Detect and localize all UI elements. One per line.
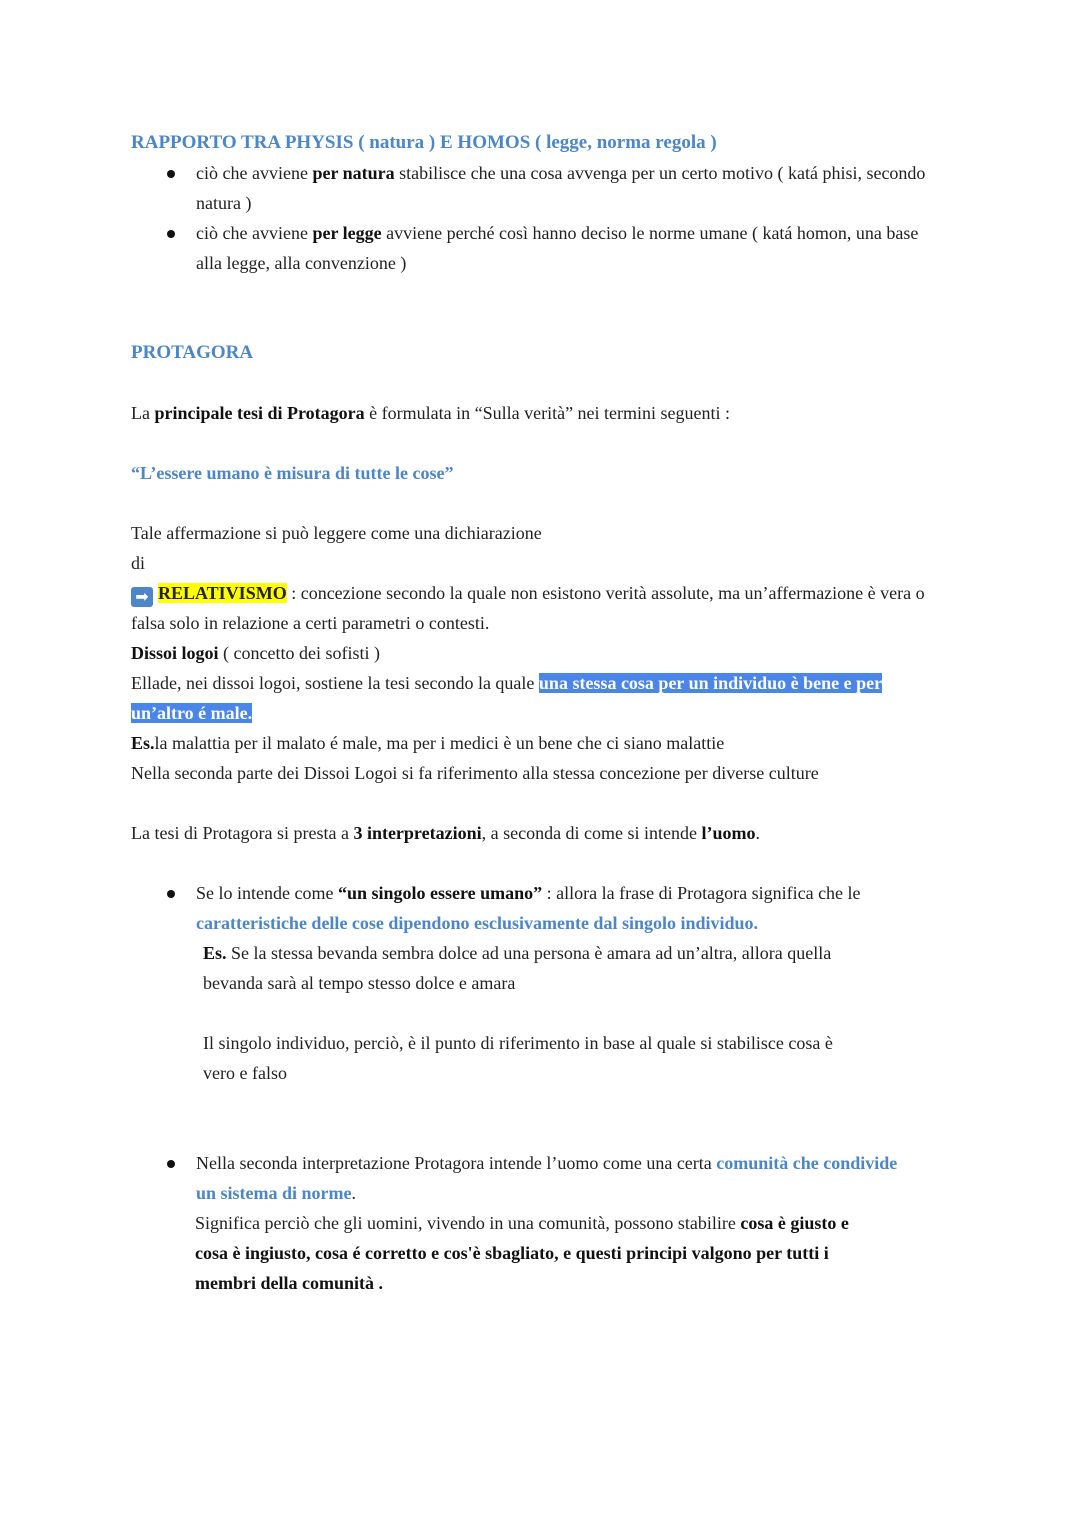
relativismo-definition: ➡ RELATIVISMO : concezione secondo la quale non esistono verità assolute, ma un’affermazione è vera o falsa solo in relazione a certi parametri o contesti. [131, 583, 925, 633]
list-item: ciò che avviene per legge avviene perché così hanno deciso le norme umane ( katá homon, una base alla legge, alla convenzione ) [131, 218, 961, 278]
ellade-line: Ellade, nei dissoi logoi, sostiene la tesi secondo la quale una stessa cosa per un individuo è bene e per un’altro é male. [131, 673, 883, 723]
document-page [131, 128, 961, 1298]
section-title-physis-homos: RAPPORTO TRA PHYSIS ( natura ) E HOMOS ( legge, norma regola ) [131, 132, 717, 153]
declaration-line: Tale affermazione si può leggere come una dichiarazione [131, 523, 542, 543]
section-title-protagora: PROTAGORA [131, 342, 254, 363]
interpretazioni-list [131, 878, 961, 938]
relativismo-term: RELATIVISMO [158, 583, 287, 603]
declaration-line-2: di [131, 553, 146, 573]
bullet-icon [167, 890, 175, 898]
seconda-parte-line: Nella seconda parte dei Dissoi Logoi si fa riferimento alla stessa concezione per diverse culture [131, 763, 819, 783]
arrow-right-icon: ➡ [131, 587, 153, 607]
bullet-icon [167, 230, 175, 238]
interp2-meaning: Significa perciò che gli uomini, vivendo in una comunità, possono stabilire cosa è giusto e cosa è ingiusto, cosa é corretto e cos'è sbagliato, e questi principi valgono per tutti i membri della comunità . [195, 1213, 849, 1293]
dissoi-logoi-line: Dissoi logoi ( concetto dei sofisti ) [131, 643, 380, 663]
physis-homos-list [131, 158, 961, 278]
example-line: Es.la malattia per il malato é male, ma per i medici è un bene che ci siano malattie [131, 733, 725, 753]
interp1-example: Es. Se la stessa bevanda sembra dolce ad una persona è amara ad un’altra, allora quella bevanda sarà al tempo stesso dolce e amara [203, 943, 832, 993]
highlighted-text: un’altro é male. [131, 703, 253, 723]
list-item: Se lo intende come “un singolo essere umano” : allora la frase di Protagora significa che le caratteristiche delle cose dipendono esclusivamente dal singolo individuo. [131, 878, 961, 938]
bullet-icon [167, 1160, 175, 1168]
highlighted-text: una stessa cosa per un individuo è bene e per [538, 673, 883, 693]
list-item: ciò che avviene per natura stabilisce che una cosa avvenga per un certo motivo ( katá phisi, secondo natura ) [131, 158, 961, 218]
interpretazioni-list-2 [131, 1148, 961, 1208]
interpretazioni-line: La tesi di Protagora si presta a 3 interpretazioni, a seconda di come si intende l’uomo. [131, 823, 761, 843]
interp1-conclusion: Il singolo individuo, perciò, è il punto di riferimento in base al quale si stabilisce cosa è vero e falso [203, 1033, 833, 1083]
bullet-icon [167, 170, 175, 178]
list-item: Nella seconda interpretazione Protagora intende l’uomo come una certa comunità che condivide un sistema di norme. [131, 1148, 961, 1208]
thesis-line: La principale tesi di Protagora è formulata in “Sulla verità” nei termini seguenti : [131, 403, 731, 423]
protagora-quote: “L’essere umano è misura di tutte le cose” [131, 463, 454, 483]
